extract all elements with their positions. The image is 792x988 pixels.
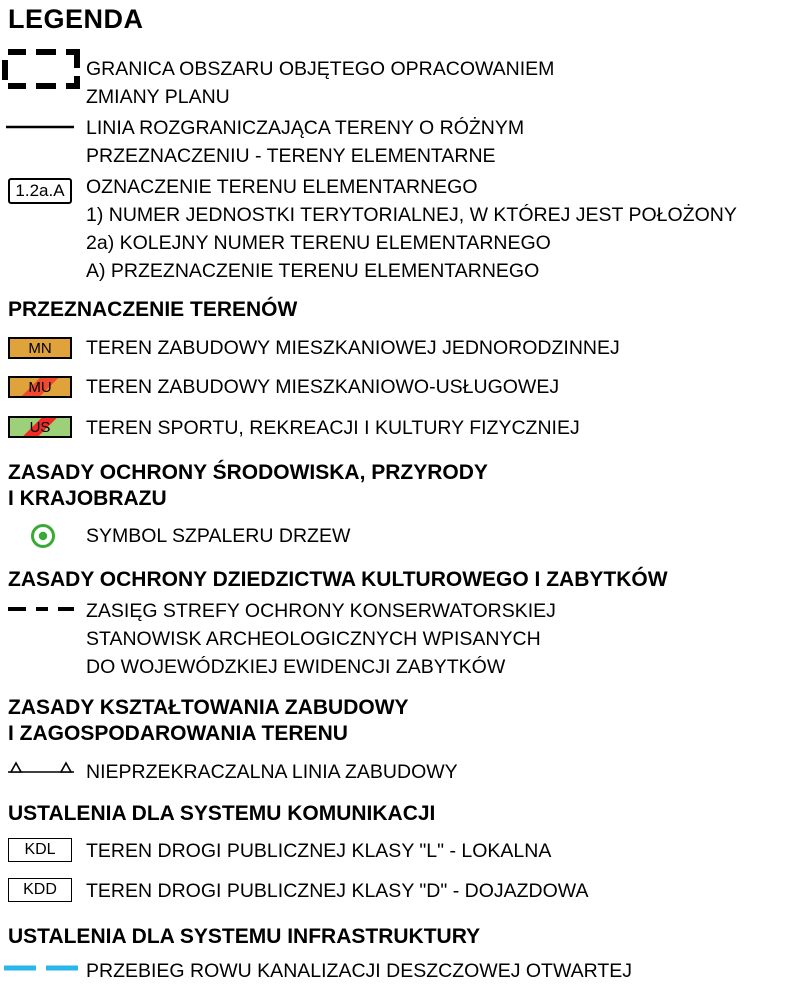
heritage-text-2: STANOWISK ARCHEOLOGICZNYCH WPISANYCH: [86, 628, 541, 650]
designation-text-4: A) PRZEZNACZENIE TERENU ELEMENTARNEGO: [86, 260, 540, 282]
kdd-box: KDD: [8, 878, 72, 902]
drainage-ditch-symbol: [4, 964, 80, 972]
demarcation-text-1: LINIA ROZGRANICZAJĄCA TERENY O RÓŻNYM: [86, 117, 525, 139]
drainage-ditch-text: PRZEBIEG ROWU KANALIZACJI DESZCZOWEJ OTWARTEJ: [86, 960, 633, 982]
heritage-heading: ZASADY OCHRONY DZIEDZICTWA KULTUROWEGO I ZABYTKÓW: [8, 568, 668, 591]
designation-label-box: 1.2a.A: [8, 178, 72, 204]
building-line-text: NIEPRZEKRACZALNA LINIA ZABUDOWY: [86, 761, 458, 783]
plan-boundary-symbol: [0, 46, 84, 92]
mu-swatch: [8, 376, 72, 398]
kdl-box: KDL: [8, 838, 72, 862]
mn-swatch: [8, 337, 72, 359]
us-code: US: [29, 418, 51, 436]
transport-heading: USTALENIA DLA SYSTEMU KOMUNIKACJI: [8, 802, 436, 825]
kdl-text: TEREN DROGI PUBLICZNEJ KLASY "L" - LOKALNA: [86, 840, 552, 862]
infrastructure-heading: USTALENIA DLA SYSTEMU INFRASTRUKTURY: [8, 925, 481, 948]
building-line-symbol: [8, 760, 74, 774]
kdd-text: TEREN DROGI PUBLICZNEJ KLASY "D" - DOJAZDOWA: [86, 880, 589, 902]
legend-title: LEGENDA: [8, 4, 144, 34]
boundary-text-2: ZMIANY PLANU: [86, 86, 230, 108]
demarcation-line-symbol: [6, 124, 76, 130]
heritage-text-1: ZASIĘG STREFY OCHRONY KONSERWATORSKIEJ: [86, 600, 556, 622]
designation-text-1: OZNACZENIE TERENU ELEMENTARNEGO: [86, 176, 478, 198]
demarcation-text-2: PRZEZNACZENIU - TERENY ELEMENTARNE: [86, 145, 496, 167]
mu-code: MU: [28, 378, 52, 396]
heritage-text-3: DO WOJEWÓDZKIEJ EWIDENCJI ZABYTKÓW: [86, 656, 506, 678]
land-use-heading: PRZEZNACZENIE TERENÓW: [8, 298, 298, 321]
tree-row-icon: [30, 523, 56, 549]
mu-text: TEREN ZABUDOWY MIESZKANIOWO-USŁUGOWEJ: [86, 376, 560, 398]
conservation-zone-symbol: [8, 605, 76, 613]
environment-heading-2: I KRAJOBRAZU: [8, 487, 167, 510]
mn-code: MN: [28, 339, 52, 357]
designation-text-3: 2a) KOLEJNY NUMER TERENU ELEMENTARNEGO: [86, 232, 551, 254]
boundary-text-1: GRANICA OBSZARU OBJĘTEGO OPRACOWANIEM: [86, 58, 555, 80]
environment-heading-1: ZASADY OCHRONY ŚRODOWISKA, PRZYRODY: [8, 461, 488, 484]
us-swatch: [8, 416, 72, 438]
tree-row-text: SYMBOL SZPALERU DRZEW: [86, 525, 351, 547]
us-text: TEREN SPORTU, REKREACJI I KULTURY FIZYCZNIEJ: [86, 417, 580, 439]
development-heading-1: ZASADY KSZTAŁTOWANIA ZABUDOWY: [8, 696, 409, 719]
designation-text-2: 1) NUMER JEDNOSTKI TERYTORIALNEJ, W KTÓREJ JEST POŁOŻONY: [86, 204, 737, 226]
mn-text: TEREN ZABUDOWY MIESZKANIOWEJ JEDNORODZINNEJ: [86, 337, 620, 359]
development-heading-2: I ZAGOSPODAROWANIA TERENU: [8, 722, 348, 745]
